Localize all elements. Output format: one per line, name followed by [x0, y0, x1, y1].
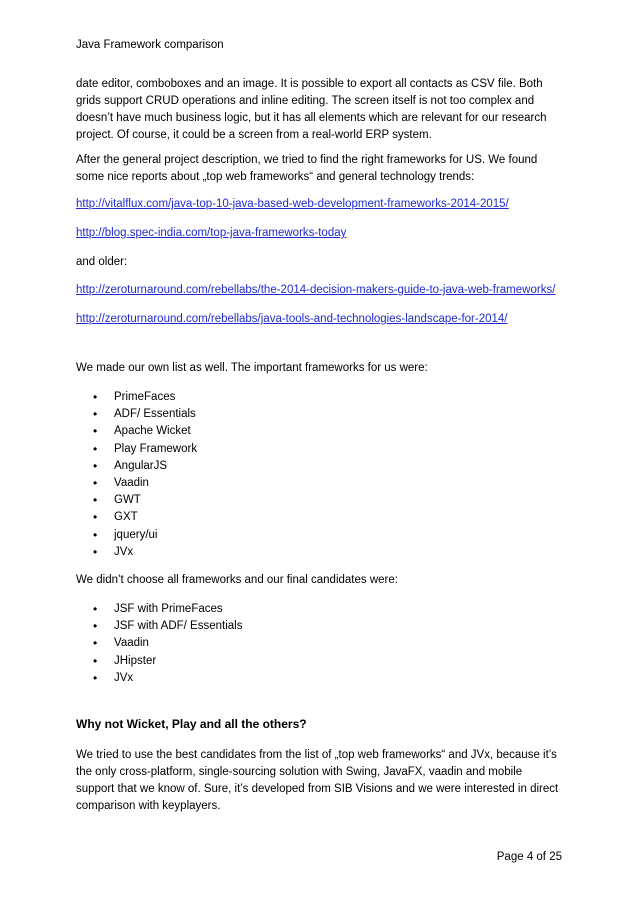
paragraph-intro: date editor, comboboxes and an image. It is possible to export all contacts as CSV file. Both grids support CRUD operations and inline editing. The screen itself is not too complex and doesn’t have much business logic, but it has all elements which are relevant for our research project. Of course, it could be a screen from a real-world ERP system. — [76, 78, 547, 141]
list-item: • JSF with ADF/ Essentials — [76, 618, 562, 635]
frameworks-list — [76, 389, 562, 561]
list-item: • jquery/ui — [76, 527, 562, 544]
list-item: • PrimeFaces — [76, 389, 562, 406]
link-spec-india[interactable]: http://blog.spec-india.com/top-java-frameworks-today — [76, 227, 347, 239]
list-item: • ADF/ Essentials — [76, 406, 562, 423]
section-heading: Why not Wicket, Play and all the others? — [76, 717, 307, 732]
page-content — [76, 76, 562, 815]
list-item: • Vaadin — [76, 635, 562, 652]
list-item: • Apache Wicket — [76, 423, 562, 440]
paragraph-frameworks-search: After the general project description, we tried to find the right frameworks for US. We found some nice reports about „top web frameworks“ and general technology trends: — [76, 154, 538, 183]
link-zeroturnaround-decision-makers[interactable]: http://zeroturnaround.com/rebellabs/the-2014-decision-makers-guide-to-java-web-frameworks/ — [76, 284, 556, 296]
list-item: • AngularJS — [76, 458, 562, 475]
candidates-list-intro: We didn’t choose all frameworks and our final candidates were: — [76, 574, 398, 587]
list-item: • Play Framework — [76, 441, 562, 458]
candidates-list — [76, 601, 562, 687]
list-item: • JVx — [76, 544, 562, 561]
frameworks-list-intro: We made our own list as well. The important frameworks for us were: — [76, 362, 428, 374]
list-item: • Vaadin — [76, 475, 562, 492]
page-number: Page 4 of 25 — [496, 851, 562, 863]
list-item: • GWT — [76, 492, 562, 509]
link-vitalflux[interactable]: http://vitalflux.com/java-top-10-java-based-web-development-frameworks-2014-2015/ — [76, 198, 509, 210]
link-zeroturnaround-landscape[interactable]: http://zeroturnaround.com/rebellabs/java-tools-and-technologies-landscape-for-2014/ — [76, 313, 508, 325]
list-item: • JHipster — [76, 653, 562, 670]
list-item: • JSF with PrimeFaces — [76, 601, 562, 618]
list-item: • GXT — [76, 509, 562, 526]
page-header: Java Framework comparison — [76, 39, 224, 51]
and-older-label: and older: — [76, 256, 128, 268]
paragraph-why-not: We tried to use the best candidates from the list of „top web frameworks“ and JVx, because it’s the only cross-platform, single-sourcing solution with Swing, JavaFX, vaadin and mobile support that we know of. Sure, it’s developed from SIB Visions and we were interested in direct comparison with keyplayers. — [76, 749, 559, 813]
list-item: • JVx — [76, 670, 562, 687]
